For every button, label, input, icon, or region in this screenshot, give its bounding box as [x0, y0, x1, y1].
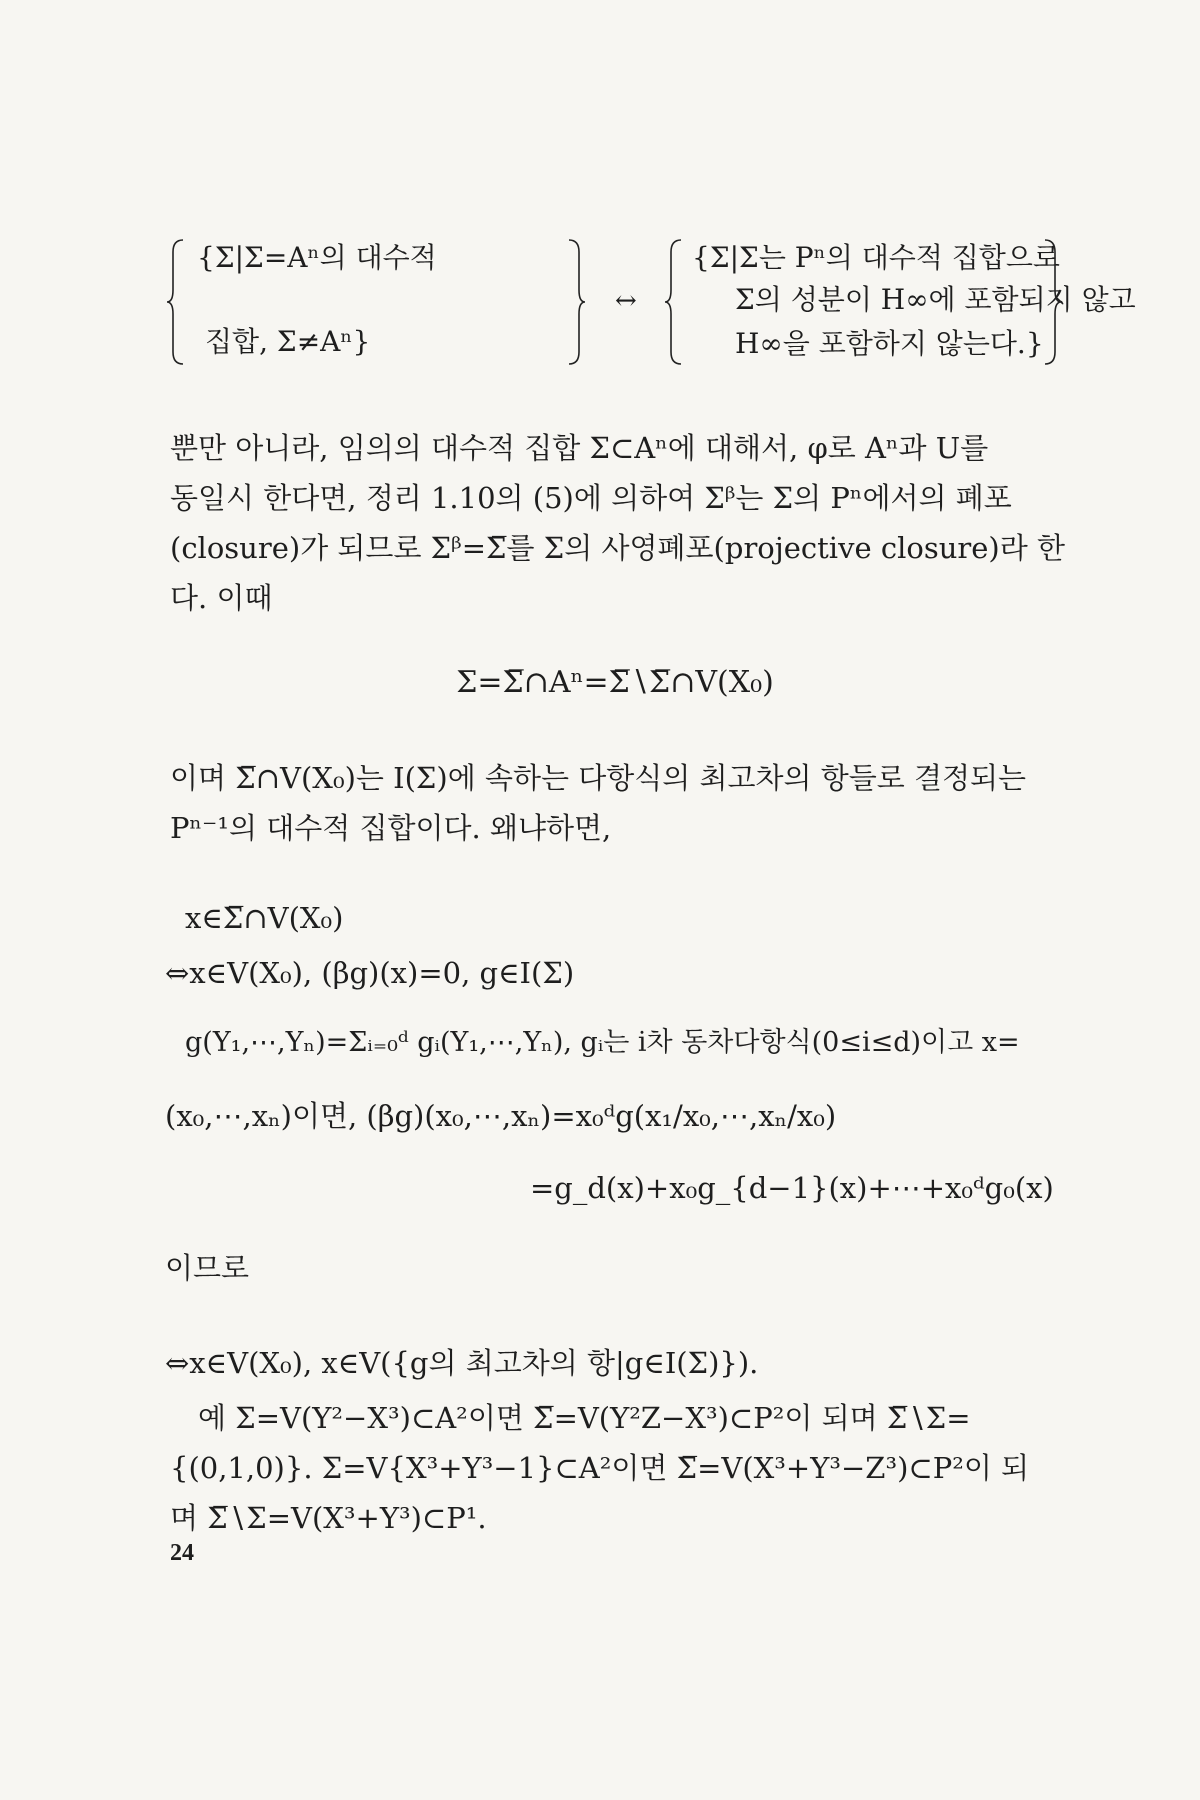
proof-line3: g(Y₁,⋯,Yₙ)=Σᵢ₌₀ᵈ gᵢ(Y₁,⋯,Yₙ), gᵢ는 i차 동차다항식(0≤i≤d)이고 x=	[185, 1027, 1020, 1058]
correspondence-arrow: ↔	[615, 286, 637, 316]
example-block	[170, 1400, 1060, 1550]
para1-line4: 다. 이때	[170, 581, 273, 615]
proof-line6: 이므로	[165, 1251, 250, 1285]
example-line2: {(0,1,0)}. Σ=V{X³+Y³−1}⊂A²이면 Σ̅=V(X³+Y³−Z³)⊂P²이 되	[170, 1451, 1030, 1485]
para1-line1: 뿐만 아니라, 임의의 대수적 집합 Σ⊂Aⁿ에 대해서, φ로 Aⁿ과 U를	[170, 431, 989, 465]
para1-line3: (closure)가 되므로 Σᵝ=Σ̅를 Σ의 사영폐포(projective closure)라 한	[170, 531, 1065, 565]
example-line1: 예 Σ=V(Y²−X³)⊂A²이면 Σ̅=V(Y²Z−X³)⊂P²이 되며 Σ̅∖Σ=	[198, 1401, 971, 1435]
left-set-line1: {Σ|Σ=Aⁿ의 대수적	[197, 241, 437, 274]
para1-line2: 동일시 한다면, 정리 1.10의 (5)에 의하여 Σᵝ는 Σ의 Pⁿ에서의 폐포	[170, 481, 1012, 515]
paragraph-hyperplane	[170, 760, 1060, 860]
para2-line1: 이며 Σ̅∩V(X₀)는 I(Σ)에 속하는 다항식의 최고차의 항들로 결정되는	[170, 761, 1027, 795]
proof-line5: =g_d(x)+x₀g_{d−1}(x)+⋯+x₀ᵈg₀(x)	[530, 1171, 1054, 1205]
left-set-line2: 집합, Σ≠Aⁿ}	[205, 325, 371, 358]
proof-line2: ⇔x∈V(X₀), (βg)(x)=0, g∈I(Σ)	[165, 956, 575, 990]
page-number: 24	[170, 1540, 194, 1566]
right-set-line1: {Σ|Σ는 Pⁿ의 대수적 집합으로	[692, 241, 1060, 274]
left-close-brace	[565, 236, 587, 368]
right-set-line2: Σ의 성분이 H∞에 포함되지 않고	[735, 283, 1136, 316]
left-open-brace	[165, 236, 187, 368]
example-line3: 며 Σ̅∖Σ=V(X³+Y³)⊂P¹.	[170, 1501, 487, 1535]
equation-closure-decomposition: Σ=Σ̅∩Aⁿ=Σ̅∖Σ̅∩V(X₀)	[456, 665, 774, 700]
proof-line7: ⇔x∈V(X₀), x∈V({g의 최고차의 항|g∈I(Σ)}).	[165, 1346, 759, 1380]
proof-line4: (x₀,⋯,xₙ)이면, (βg)(x₀,⋯,xₙ)=x₀ᵈg(x₁/x₀,⋯,xₙ/x₀)	[165, 1099, 837, 1133]
paragraph-projective-closure	[170, 430, 1065, 630]
right-open-brace	[663, 236, 685, 368]
para2-line2: Pⁿ⁻¹의 대수적 집합이다. 왜냐하면,	[170, 811, 612, 845]
correspondence-block	[165, 236, 1136, 371]
right-set-line3: H∞을 포함하지 않는다.}	[735, 327, 1044, 360]
right-close-brace	[1041, 236, 1063, 368]
proof-line1: x∈Σ̅∩V(X₀)	[185, 901, 344, 935]
